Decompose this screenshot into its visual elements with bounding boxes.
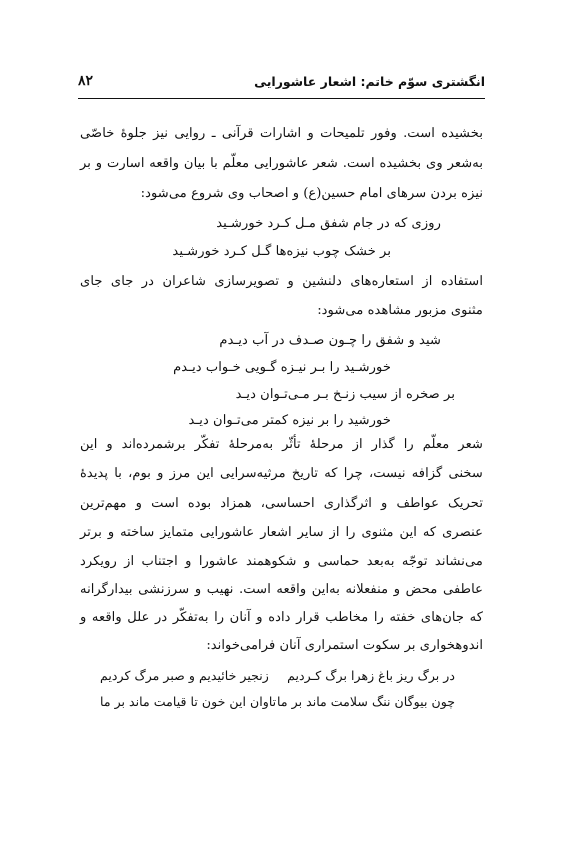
verse-line: روزی که در جام شفق مـل کـرد خورشـید bbox=[216, 216, 441, 231]
paragraph-line: شعر معلّم را گذار از مرحلهٔ تأثّر به‌مرحلهٔ تفکّر برشمرده‌اند و این bbox=[80, 437, 483, 452]
running-title: انگشتری سوّم خاتم: اشعار عاشورایی bbox=[254, 74, 485, 89]
hemistich: در برگ ریز باغ زهرا برگ کـردیم bbox=[287, 668, 455, 683]
verse-line: خورشید را بر نیزه کمتر می‌تـوان دیـد bbox=[188, 413, 391, 428]
paragraph-line: به‌شعر وی بخشیده است. شعر عاشورایی معلّم با بیان واقعه اسارت و بر bbox=[80, 156, 483, 171]
paragraph-line: سخنی گزافه نیست، چرا که تاریخ مرثیه‌سرایی این مرز و بوم، با پدیدهٔ bbox=[80, 466, 483, 481]
hemistich: زنجیر خائیدیم و صبر مرگ کردیم bbox=[100, 668, 269, 683]
hemistich: تاوان این خون تا قیامت ماند بر ما bbox=[100, 694, 277, 709]
page-header bbox=[78, 72, 485, 99]
verse-line: بر خشک چوب نیزه‌ها گـل کـرد خورشـید bbox=[172, 244, 391, 259]
paragraph-line: عاطفی محض و منفعلانه به‌این واقعه است. نهیب و سرزنشی بیدارگرانه bbox=[80, 582, 483, 597]
paragraph-line: بخشیده است. وفور تلمیحات و اشارات قرآنی ـ روایی نیز جلوهٔ خاصّی bbox=[80, 126, 483, 141]
paragraph-line: عنصری که این مثنوی را از سایر اشعار عاشورایی متمایز ساخته و برتر bbox=[80, 525, 483, 540]
paragraph-line: تحریک عواطف و اثرگذاری احساسی، همزاد بوده است و مهم‌ترین bbox=[80, 496, 483, 511]
paragraph-line: مثنوی مزبور مشاهده می‌شود: bbox=[317, 303, 483, 318]
paragraph-line: اندوهخواری بر سکوت استمراری آنان فرامی‌خواند: bbox=[206, 638, 483, 653]
verse-line: شید و شفق را چـون صـدف در آب دیـدم bbox=[219, 333, 441, 348]
page-number: ۸۲ bbox=[78, 73, 94, 89]
verse-line: بر صخره از سیب زنـخ بـر مـی‌تـوان دیـد bbox=[235, 387, 455, 402]
paragraph-line: نیزه بردن سرهای امام حسین(ع) و اصحاب وی شروع می‌شود: bbox=[140, 186, 483, 201]
hemistich: چون بیوگان ننگ سلامت ماند بر ما bbox=[277, 694, 455, 709]
paragraph-line: که جان‌های خفته را مخاطب قرار داده و آنان را به‌تفکّر در علل واقعه و bbox=[80, 610, 483, 625]
paragraph-line: می‌نشاند توجّه به‌بعد حماسی و شکوهمند عاشورا و اجتناب از رویکرد bbox=[80, 554, 483, 569]
paragraph-line: استفاده از استعاره‌های دلنشین و تصویرسازی شاعران در جای جای bbox=[80, 274, 483, 289]
verse-line: خورشـید را بـر نیـزه گـویی خـواب دیـدم bbox=[173, 360, 391, 375]
